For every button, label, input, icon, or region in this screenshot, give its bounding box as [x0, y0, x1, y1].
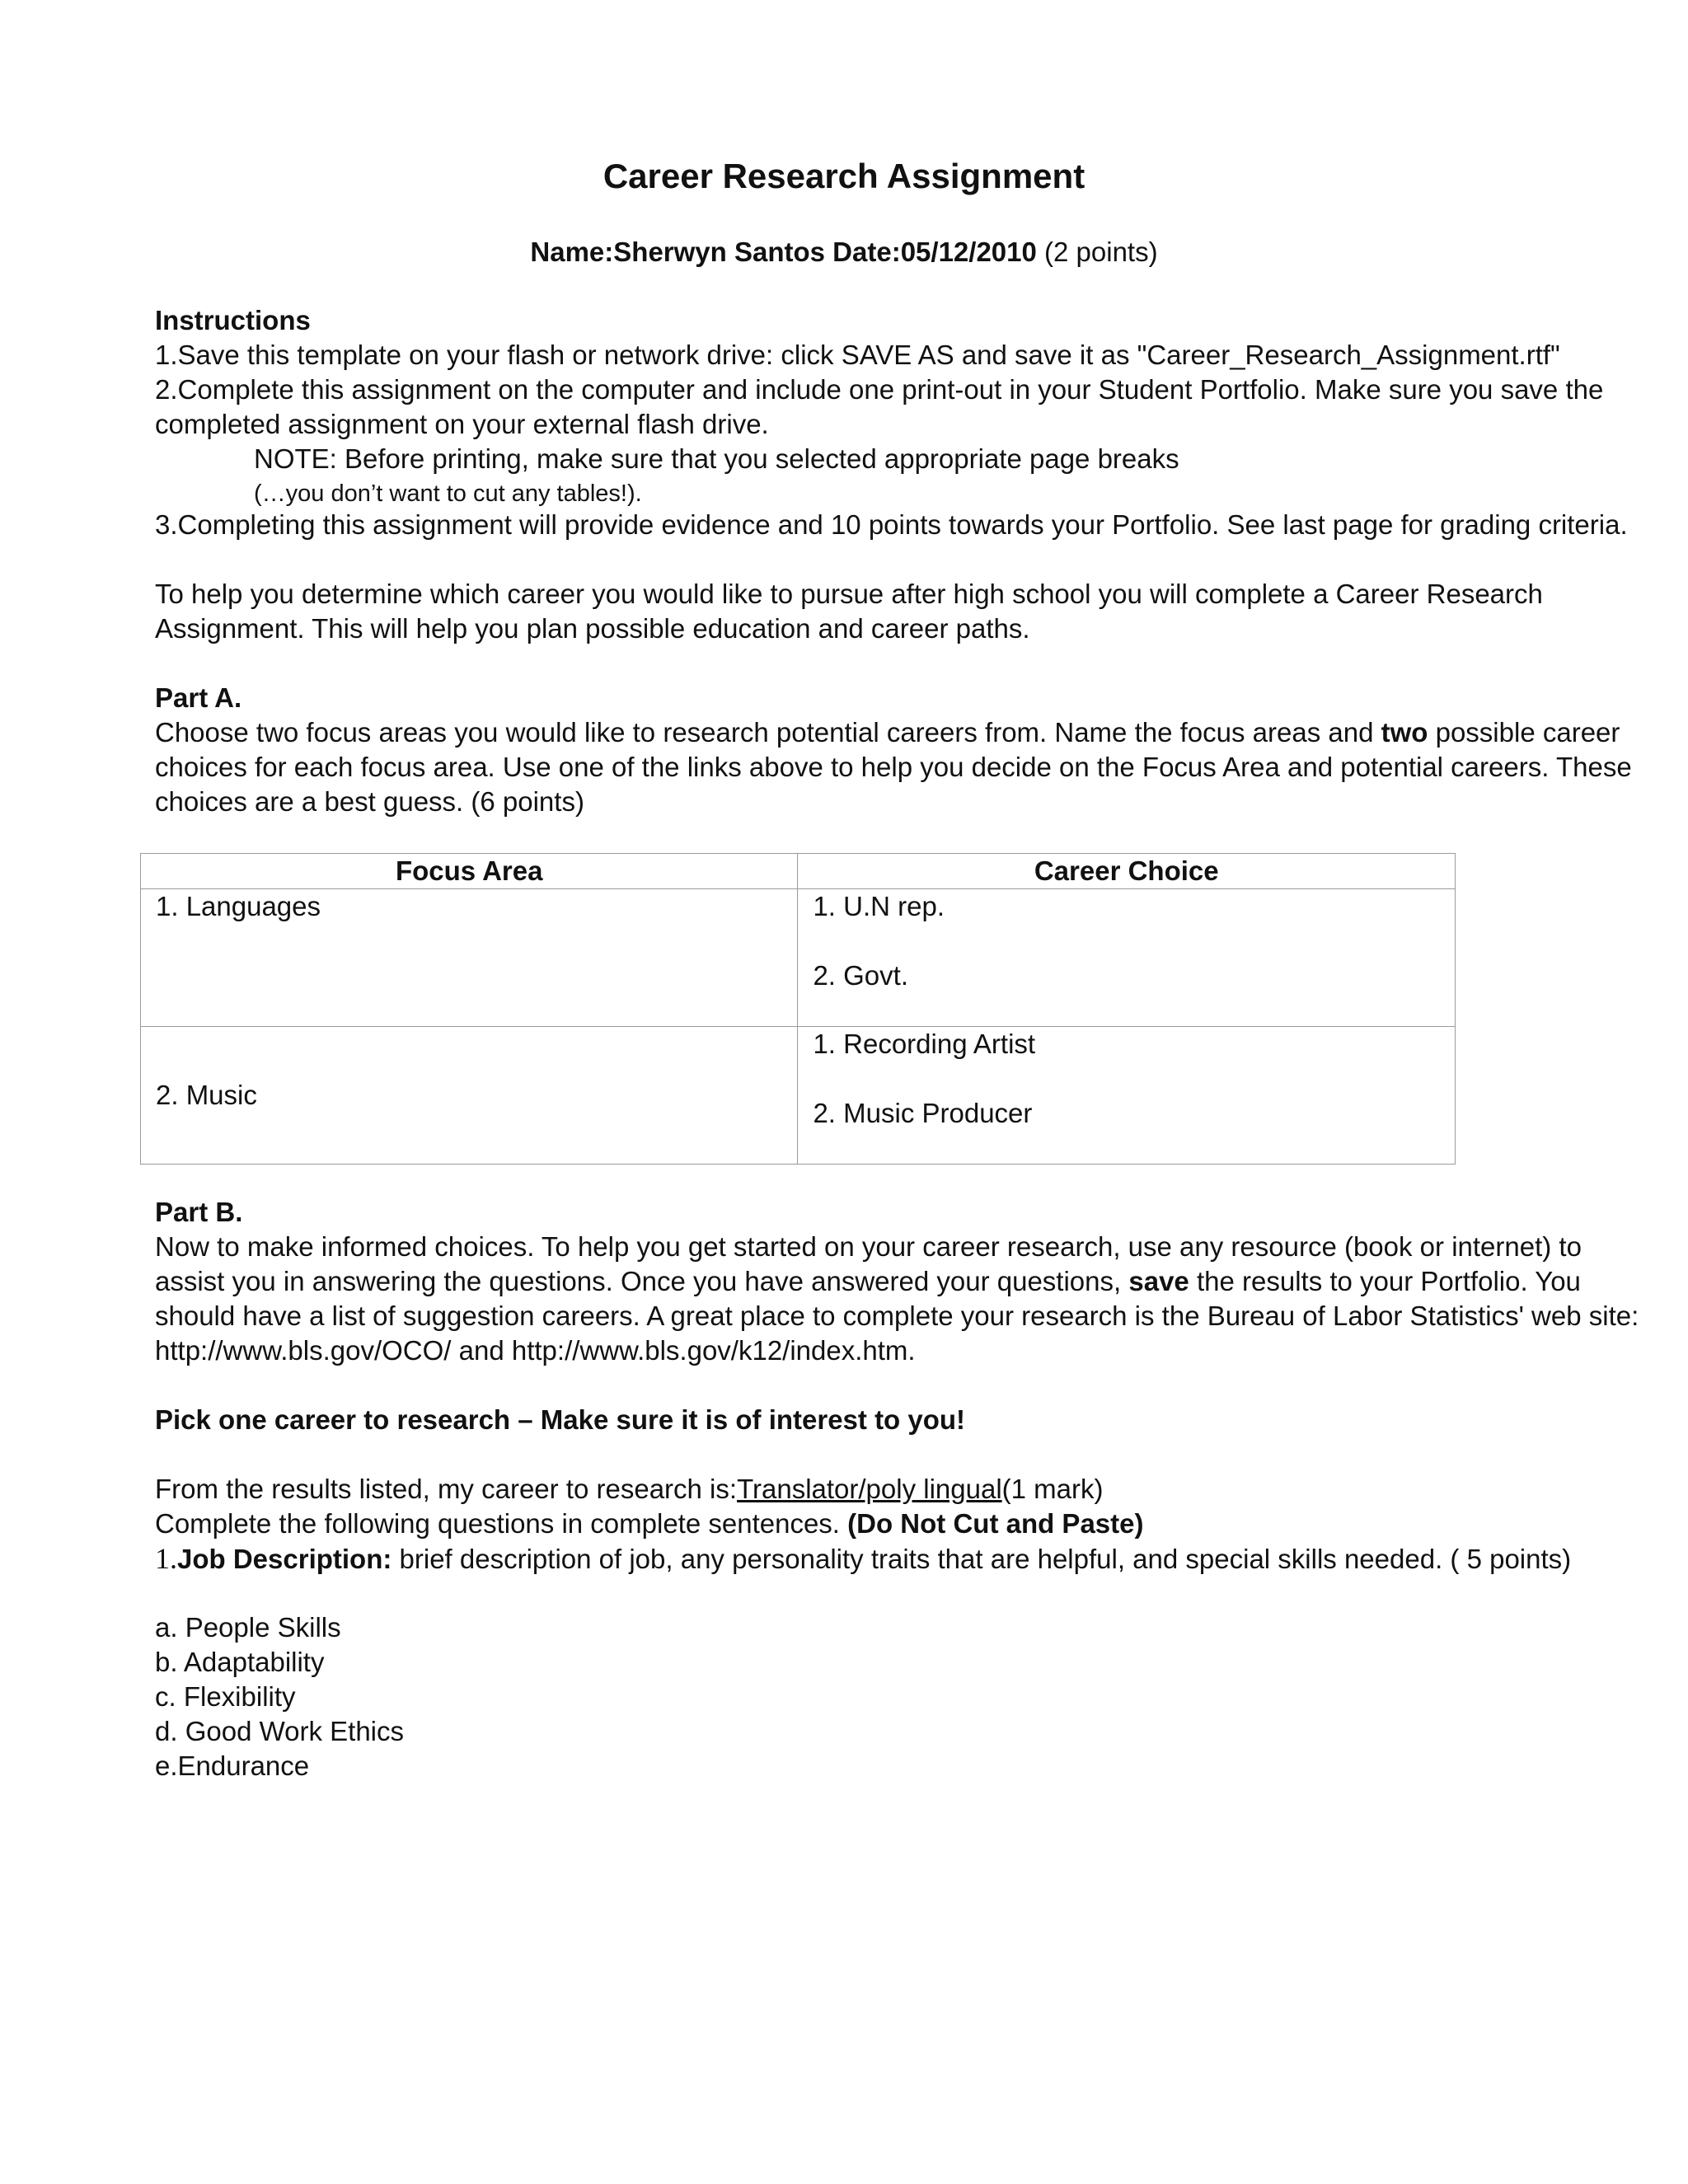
focus-area-cell — [141, 1027, 798, 1165]
instructions-heading: Instructions — [155, 305, 311, 335]
career-to-research-points: (1 mark) — [1001, 1474, 1104, 1504]
page-title: Career Research Assignment — [603, 157, 1085, 195]
cell-spacer — [813, 1062, 1455, 1096]
instruction-2a: 2.Complete this assignment on the computer and include one print-out in your Student Portfolio. Make sure you save the — [155, 374, 1604, 405]
part-a-line-1-end: possible career — [1428, 717, 1620, 748]
part-a-line-1-bold: two — [1381, 717, 1428, 748]
career-choice-cell — [798, 1027, 1456, 1165]
part-b-line-3: should have a list of suggestion careers. A great place to complete your research is the Bureau of Labor Statistics' web site: — [155, 1301, 1639, 1331]
instruction-1: 1.Save this template on your flash or network drive: click SAVE AS and save it as "Career_Research_Assignment.rtf" — [155, 340, 1560, 370]
instruction-2b: completed assignment on your external flash drive. — [155, 409, 769, 439]
instruction-note-tables: (…you don’t want to cut any tables!). — [254, 480, 642, 507]
career-choice-cell — [798, 889, 1456, 1027]
focus-area-table — [140, 853, 1456, 1165]
table-row — [141, 889, 1456, 1027]
name-date-points: (2 points) — [1036, 237, 1158, 267]
part-a-heading: Part A. — [155, 682, 242, 713]
career-choice-value: 1. Recording Artist — [813, 1029, 1036, 1059]
question-1 — [155, 1541, 1571, 1577]
part-b-line-2-text: assist you in answering the questions. Once you have answered your questions, — [155, 1266, 1129, 1296]
part-a-line-1 — [155, 715, 1620, 750]
part-b-line-2-bold: save — [1128, 1266, 1189, 1296]
career-to-research-label: From the results listed, my career to research is: — [155, 1474, 738, 1504]
question-1-label: Job Description: — [177, 1544, 392, 1574]
focus-area-cell — [141, 889, 798, 1027]
career-to-research-value: Translator/poly lingual — [737, 1474, 1002, 1504]
table-header-row — [141, 854, 1456, 889]
instruction-3: 3.Completing this assignment will provide evidence and 10 points towards your Portfolio. See last page for grading criteria. — [155, 509, 1628, 540]
list-item: b. Adaptability — [155, 1647, 325, 1677]
table-row — [141, 1027, 1456, 1165]
pick-career-instruction: Pick one career to research – Make sure it is of interest to you! — [155, 1404, 966, 1435]
complete-instruction-text: Complete the following questions in complete sentences. — [155, 1508, 848, 1539]
instruction-note: NOTE: Before printing, make sure that you selected appropriate page breaks — [254, 443, 1179, 474]
focus-area-value: 2. Music — [156, 1080, 257, 1110]
career-choice-header: Career Choice — [798, 854, 1456, 889]
name-date: Name:Sherwyn Santos Date:05/12/2010 — [530, 237, 1037, 267]
intro-line-2: Assignment. This will help you plan possible education and career paths. — [155, 613, 1030, 644]
list-item: e.Endurance — [155, 1750, 310, 1781]
career-choice-value: 2. Govt. — [813, 960, 909, 991]
complete-instruction-bold: (Do Not Cut and Paste) — [847, 1508, 1144, 1539]
part-b-line-2 — [155, 1264, 1581, 1299]
part-b-links: http://www.bls.gov/OCO/ and http://www.bls.gov/k12/index.htm. — [155, 1335, 916, 1366]
part-a-line-2: choices for each focus area. Use one of the links above to help you decide on the Focus Area and potential careers. These — [155, 752, 1632, 782]
question-1-number: 1. — [155, 1542, 177, 1575]
part-b-line-1: Now to make informed choices. To help you get started on your career research, use any resource (book or internet) to — [155, 1231, 1582, 1262]
list-item: a. People Skills — [155, 1612, 341, 1643]
part-b-line-2-end: the results to your Portfolio. You — [1189, 1266, 1581, 1296]
cell-spacer — [813, 924, 1455, 958]
part-a-line-1-text: Choose two focus areas you would like to research potential careers from. Name the focus areas and — [155, 717, 1381, 748]
complete-instruction — [155, 1507, 1143, 1541]
part-a-line-3: choices are a best guess. (6 points) — [155, 786, 584, 817]
part-b-heading: Part B. — [155, 1197, 243, 1227]
career-choice-value: 2. Music Producer — [813, 1098, 1033, 1128]
focus-area-value: 1. Languages — [156, 891, 321, 921]
intro-line-1: To help you determine which career you would like to pursue after high school you will complete a Career Research — [155, 579, 1543, 609]
question-1-text: brief description of job, any personality traits that are helpful, and special skills needed. ( 5 points) — [392, 1544, 1572, 1574]
list-item: d. Good Work Ethics — [155, 1716, 405, 1746]
career-choice-value: 1. U.N rep. — [813, 891, 945, 921]
list-item: c. Flexibility — [155, 1681, 296, 1712]
name-date-line — [0, 235, 1688, 269]
career-to-research-line — [155, 1472, 1104, 1507]
focus-area-header: Focus Area — [141, 854, 798, 889]
